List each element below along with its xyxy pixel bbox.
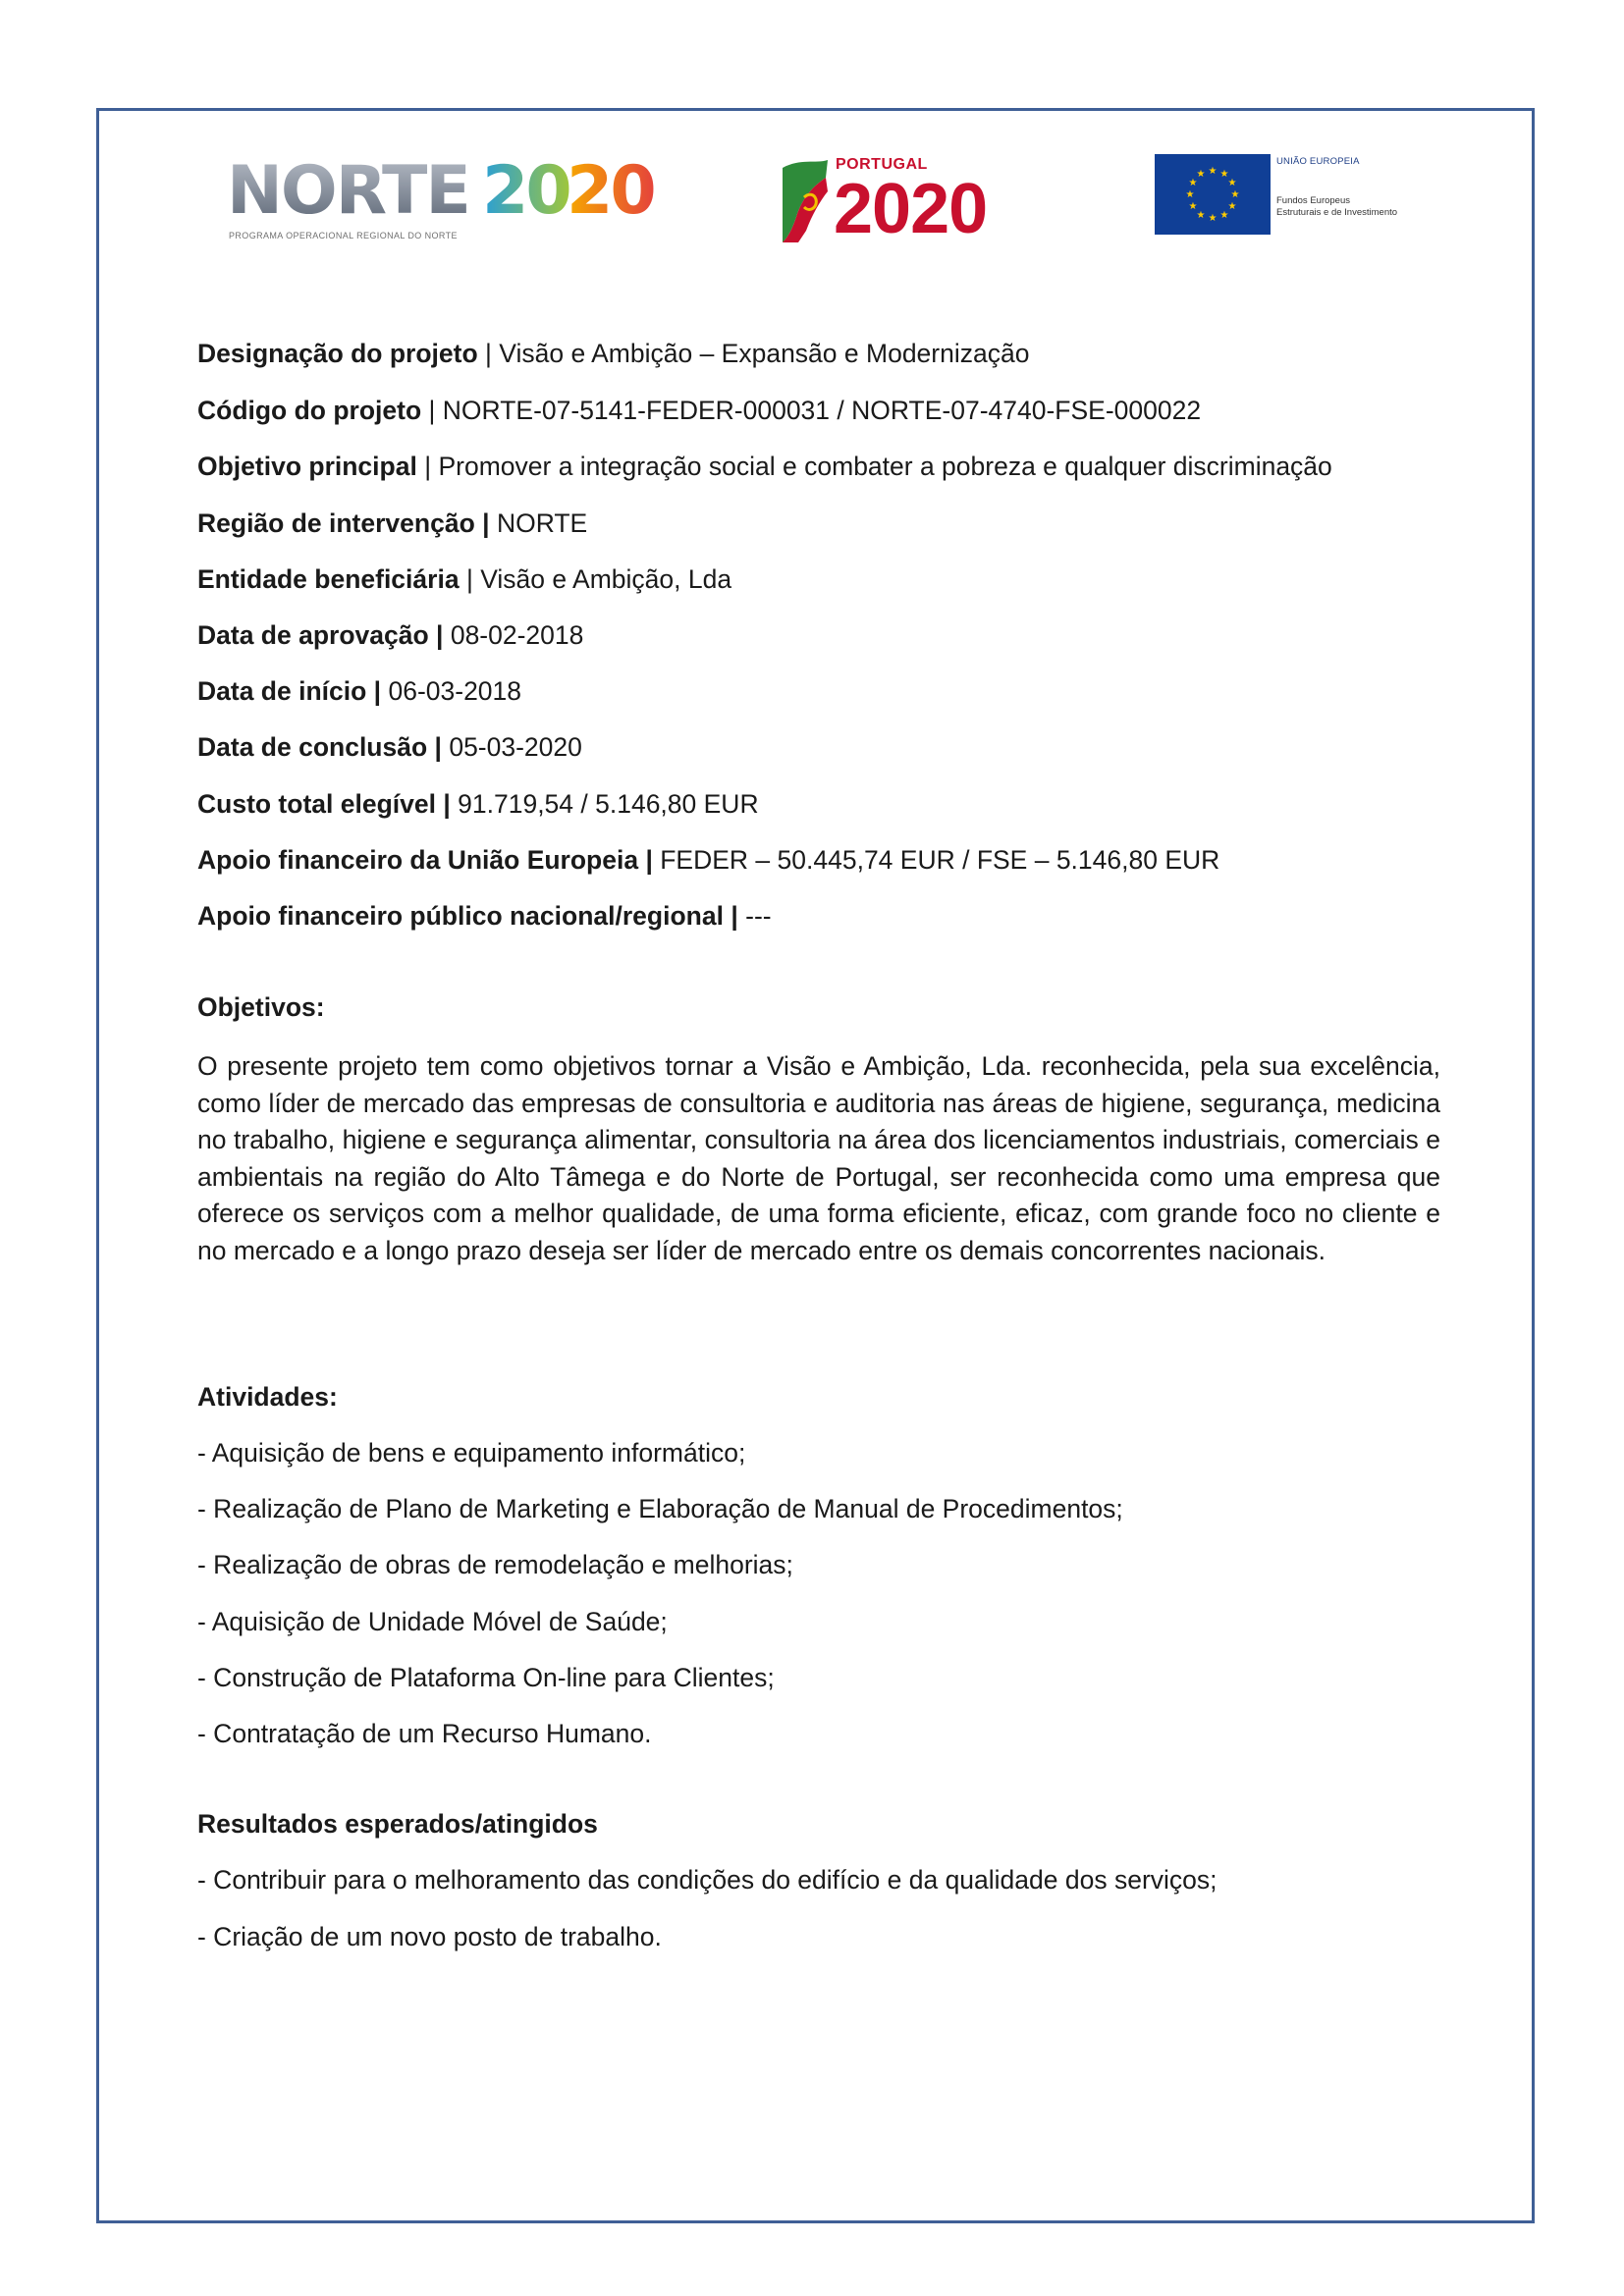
svg-text:★: ★ — [1208, 166, 1218, 177]
svg-text:★: ★ — [1219, 210, 1229, 221]
portugal-word: PORTUGAL — [836, 156, 928, 173]
objetivos-heading: Objetivos: — [197, 992, 325, 1022]
resultados-item: - Contribuir para o melhoramento das condições do edifício e da qualidade dos serviços; — [197, 1865, 1218, 1895]
svg-text:★: ★ — [1196, 169, 1206, 180]
field-value: FEDER – 50.445,74 EUR / FSE – 5.146,80 EUR — [660, 845, 1220, 875]
field-value: Visão e Ambição – Expansão e Modernização — [499, 339, 1030, 368]
field-label: Apoio financeiro da União Europeia — [197, 845, 639, 875]
field-label: Objetivo principal — [197, 452, 417, 481]
field-label: Data de aprovação — [197, 620, 429, 650]
field-value: 91.719,54 / 5.146,80 EUR — [458, 789, 759, 819]
field-value: NORTE — [496, 508, 588, 538]
field-label: Designação do projeto — [197, 339, 478, 368]
atividades-item: - Realização de Plano de Marketing e Elaboração de Manual de Procedimentos; — [197, 1494, 1123, 1523]
field-value: 05-03-2020 — [449, 732, 582, 762]
svg-text:★: ★ — [1185, 189, 1195, 200]
svg-text:★: ★ — [1227, 201, 1237, 212]
atividades-heading: Atividades: — [197, 1382, 338, 1412]
resultados-item: - Criação de um novo posto de trabalho. — [197, 1922, 662, 1951]
field-separator: | — [482, 508, 490, 538]
svg-text:★: ★ — [1196, 210, 1206, 221]
field-designacao — [197, 339, 1029, 369]
field-label: Apoio financeiro público nacional/regional — [197, 901, 724, 931]
svg-text:★: ★ — [1208, 213, 1218, 224]
field-separator: | — [485, 339, 492, 368]
norte-caption: PROGRAMA OPERACIONAL REGIONAL DO NORTE — [229, 231, 458, 240]
field-label: Data de início — [197, 676, 367, 706]
field-separator: | — [443, 789, 451, 819]
atividades-item: - Realização de obras de remodelação e melhorias; — [197, 1550, 793, 1579]
atividades-item: - Aquisição de bens e equipamento informático; — [197, 1438, 746, 1468]
portugal-flag-icon — [777, 158, 834, 246]
norte-year-b: 20 — [567, 152, 654, 229]
eu-subtitle — [1276, 195, 1397, 219]
field-regiao — [197, 508, 587, 539]
field-value: --- — [745, 901, 772, 931]
norte2020-wordmark — [225, 152, 686, 229]
field-objetivo-principal — [197, 452, 1332, 482]
objetivos-paragraph: O presente projeto tem como objetivos tornar a Visão e Ambição, Lda. reconhecida, pela sua excelência, como líder de mercado das empresas de consultoria e auditoria nas áreas de higiene, segurança, medicina no trabalho, higiene e segurança alimentar, consultoria na área dos licenciamentos industriais, comerciais e ambientais na região do Alto Tâmega e do Norte de Portugal, ser reconhecida como uma empresa que oferece os serviços com a melhor qualidade, de uma forma eficiente, eficaz, com grande foco no cliente e no mercado e a longo prazo deseja ser líder de mercado entre os demais concorrentes nacionais. — [197, 1051, 1440, 1265]
eu-sub-line-1: Fundos Europeus — [1276, 195, 1350, 206]
svg-text:★: ★ — [1188, 201, 1198, 212]
field-value: Promover a integração social e combater a pobreza e qualquer discriminação — [438, 452, 1332, 481]
svg-text:★: ★ — [1227, 178, 1237, 188]
field-label: Data de conclusão — [197, 732, 428, 762]
page-frame — [96, 108, 1535, 2223]
field-value: NORTE-07-5141-FEDER-000031 / NORTE-07-4740-FSE-000022 — [442, 396, 1202, 425]
field-apoio-nacional — [197, 901, 772, 932]
eu-flag-icon — [1155, 154, 1271, 235]
eu-sub-line-2: Estruturais e de Investimento — [1276, 207, 1398, 218]
field-value: Visão e Ambição, Lda — [480, 564, 732, 594]
field-separator: | — [428, 396, 436, 425]
portugal-year: 2020 — [834, 170, 988, 248]
field-label: Custo total elegível — [197, 789, 436, 819]
field-value: 08-02-2018 — [450, 620, 584, 650]
field-label: Entidade beneficiária — [197, 564, 460, 594]
resultados-heading: Resultados esperados/atingidos — [197, 1809, 598, 1839]
field-separator: | — [424, 452, 432, 481]
field-separator: | — [645, 845, 653, 875]
field-data-aprovacao — [197, 620, 583, 651]
field-separator: | — [434, 732, 442, 762]
svg-text:★: ★ — [1219, 169, 1229, 180]
field-data-conclusao — [197, 732, 582, 763]
svg-text:★: ★ — [1230, 189, 1240, 200]
field-label: Código do projeto — [197, 396, 422, 425]
svg-text:★: ★ — [1188, 178, 1198, 188]
field-data-inicio — [197, 676, 521, 707]
field-separator: | — [465, 564, 473, 594]
field-separator: | — [436, 620, 444, 650]
field-label: Região de intervenção — [197, 508, 475, 538]
norte-word: NORTE — [227, 152, 469, 229]
norte-year-a: 20 — [482, 152, 569, 229]
norte2020-logo — [225, 152, 686, 250]
atividades-item: - Aquisição de Unidade Móvel de Saúde; — [197, 1607, 668, 1636]
field-separator: | — [373, 676, 382, 706]
eu-logo — [1155, 154, 1449, 239]
field-custo-total — [197, 789, 759, 820]
field-entidade — [197, 564, 731, 595]
logo-header — [99, 111, 1532, 366]
field-value: 06-03-2018 — [388, 676, 522, 706]
field-separator: | — [731, 901, 738, 931]
field-apoio-ue — [197, 845, 1219, 876]
field-codigo — [197, 396, 1201, 426]
atividades-item: - Contratação de um Recurso Humano. — [197, 1719, 652, 1748]
atividades-item: - Construção de Plataforma On-line para Clientes; — [197, 1663, 775, 1692]
portugal2020-logo — [777, 150, 1032, 252]
eu-title: UNIÃO EUROPEIA — [1276, 156, 1360, 167]
